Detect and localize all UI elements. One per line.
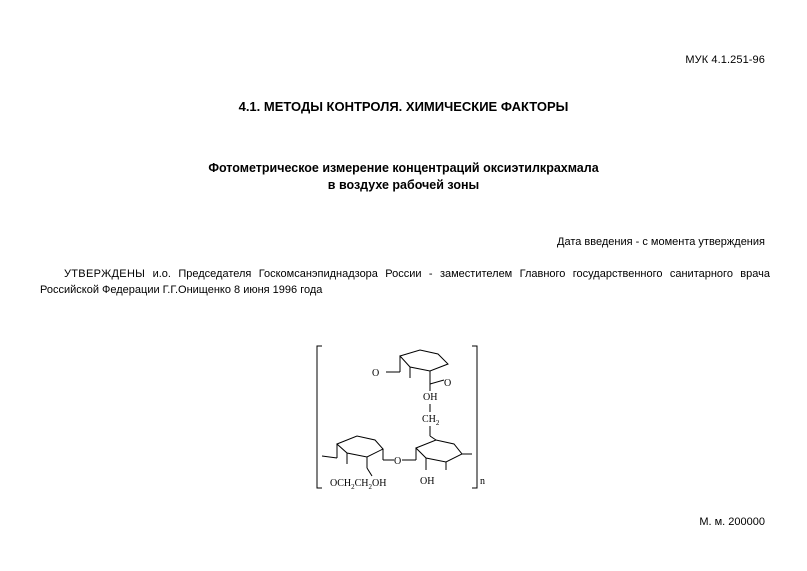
label-n: n	[480, 476, 485, 487]
introduction-date: Дата введения - с момента утверждения	[557, 236, 765, 248]
label-oh-top: OH	[423, 392, 438, 403]
ring-bottom-right	[416, 440, 462, 462]
document-title-line-1: Фотометрическое измерение концентраций оксиэтилкрахмала	[208, 161, 599, 175]
label-ch2: $CH_2$	[422, 414, 440, 427]
formula-labels	[330, 368, 485, 491]
bracket-left	[317, 346, 322, 488]
document-title-line-2: в воздухе рабочей зоны	[327, 178, 480, 192]
label-o-right: O	[444, 378, 452, 389]
label-oh-bottom: OH	[420, 476, 435, 487]
section-title: 4.1. МЕТОДЫ КОНТРОЛЯ. ХИМИЧЕСКИЕ ФАКТОРЫ	[238, 99, 569, 114]
structural-formula-drawing	[312, 336, 502, 496]
ring-top	[400, 350, 448, 371]
page-footer-mark: М. м. 200000	[699, 516, 765, 528]
label-o-left: O	[372, 368, 380, 379]
ring-bottom-left	[337, 436, 383, 457]
label-o-link: O	[394, 456, 402, 467]
approval-text: и.о. Председателя Госкомсанэпиднадзора России - заместителем Главного государственного санитарного врача Российской Федерации Г.Г.Онищенко 8 июня 1996 года	[40, 268, 770, 296]
document-code: МУК 4.1.251-96	[685, 54, 765, 66]
structural-formula	[312, 336, 502, 496]
document-title	[0, 160, 807, 194]
bracket-right	[472, 346, 477, 488]
label-och2ch2oh: $OCH_2CH_2OH$	[330, 478, 387, 491]
approval-paragraph	[40, 266, 770, 298]
approval-lead: УТВЕРЖДЕНЫ	[64, 268, 146, 280]
